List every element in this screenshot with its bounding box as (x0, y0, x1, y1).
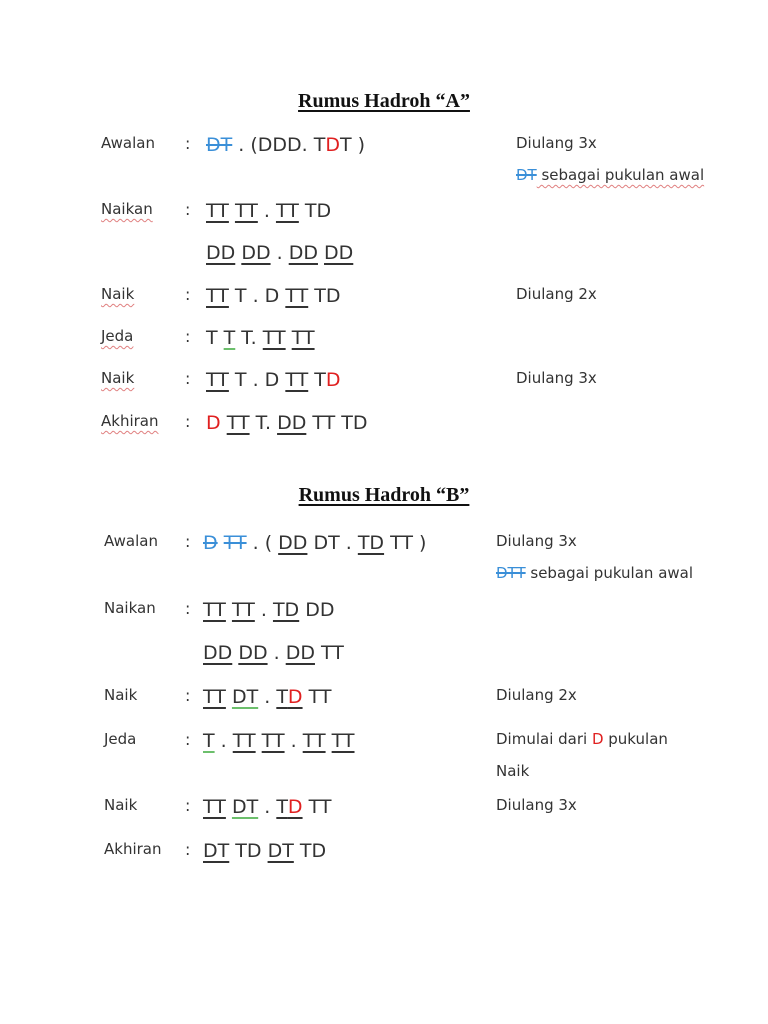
colon-naik-b-2: : (185, 796, 191, 815)
code-naikan-a-line2 (206, 242, 353, 264)
note-jeda-b (496, 730, 668, 748)
code-pair: TT (203, 686, 226, 708)
code-awalan-b (203, 532, 426, 554)
section-b-title: Rumus Hadroh “B” (298, 484, 470, 506)
label-naik-a-2: Naik (101, 369, 135, 387)
code-pair: DT (231, 686, 259, 708)
code-pair: DT (267, 840, 294, 862)
code-pair: DD (285, 642, 315, 664)
code-pair: DD (277, 412, 307, 434)
note-naik-b-1: Diulang 2x (496, 686, 577, 704)
code-part: TT (314, 642, 344, 664)
colon-jeda-b: : (185, 730, 191, 749)
code-part: T (203, 730, 215, 752)
code-part: T (276, 686, 288, 708)
code-jeda-a (206, 327, 315, 349)
code-pair: TT (226, 412, 250, 434)
code-part: TD (298, 200, 332, 222)
code-pair: DD (241, 242, 271, 264)
code-red-part: D (325, 369, 341, 391)
note-text: sebagai pukulan awal (525, 564, 694, 582)
code-part: . ( (246, 532, 279, 554)
code-pair: DD (324, 242, 354, 264)
code-part: TT TD (306, 412, 368, 434)
code-part: . (214, 730, 233, 752)
code-part: . (258, 686, 277, 708)
code-naik-a-1 (206, 285, 341, 307)
note-awalan-a: Diulang 3x (516, 134, 597, 152)
note-jeda-b-line2: Naik (496, 762, 530, 780)
section-a-title: Rumus Hadroh “A” (298, 90, 470, 112)
code-part: . (DDD. T (232, 134, 326, 156)
label-awalan-b: Awalan (104, 532, 158, 550)
code-naikan-b-line1 (203, 599, 335, 621)
code-pair: TT (331, 730, 355, 752)
code-red-part: D (287, 686, 303, 708)
code-pair: TT (206, 200, 229, 222)
code-pair: DD (238, 642, 268, 664)
code-pair: TT (291, 327, 315, 349)
label-naik-b-2: Naik (104, 796, 138, 814)
label-akhiran-a: Akhiran (101, 412, 159, 430)
code-pair: TT (203, 796, 226, 818)
code-part: TT (302, 686, 332, 708)
code-part: TD (229, 840, 268, 862)
label-akhiran-b: Akhiran (104, 840, 162, 858)
code-pair: DD (206, 242, 236, 264)
code-pair: DT (203, 840, 230, 862)
code-pair: DT (231, 796, 259, 818)
label-naik-b-1: Naik (104, 686, 138, 704)
note-red-text: D (591, 730, 604, 748)
code-part: TD (308, 285, 341, 307)
code-red-part: D (287, 796, 303, 818)
struck-code: DTT (496, 564, 526, 582)
code-akhiran-b (203, 840, 326, 862)
label-awalan-a: Awalan (101, 134, 155, 152)
note-naik-a-1: Diulang 2x (516, 285, 597, 303)
code-part: T (276, 796, 288, 818)
struck-code: DT (516, 166, 537, 184)
struck-code: TT (223, 532, 247, 554)
code-pair: TT (261, 730, 285, 752)
code-awalan-a (206, 134, 365, 156)
code-pair: TT (285, 369, 309, 391)
code-naikan-b-line2 (203, 642, 344, 664)
code-pair: TT (285, 285, 309, 307)
code-part: DD (299, 599, 335, 621)
code-part: T. (235, 327, 263, 349)
colon-jeda-a: : (185, 327, 191, 346)
note-naik-a-2: Diulang 3x (516, 369, 597, 387)
code-red-part: D (206, 412, 221, 434)
note-naik-b-2: Diulang 3x (496, 796, 577, 814)
note-text: Dimulai dari (496, 730, 592, 748)
code-part: T (206, 327, 224, 349)
note-text: pukulan (603, 730, 668, 748)
code-part: T . D (228, 369, 286, 391)
code-pair: DD (288, 242, 318, 264)
note2-awalan-b (496, 564, 693, 582)
note2-awalan-a (516, 166, 704, 184)
code-part: DT . (307, 532, 358, 554)
code-part: TT ) (384, 532, 427, 554)
code-naikan-a-line1 (206, 200, 331, 222)
code-part: T ) (340, 134, 366, 156)
note-text: sebagai pukulan awal (536, 166, 705, 184)
label-naikan-b: Naikan (104, 599, 156, 617)
struck-code: D (203, 532, 218, 554)
code-pair: TT (234, 200, 258, 222)
code-naik-b-2 (203, 796, 331, 818)
code-pair: TT (206, 369, 229, 391)
code-part: . (257, 200, 276, 222)
label-jeda-b: Jeda (104, 730, 137, 748)
code-part: . (270, 242, 289, 264)
code-part: T (308, 369, 326, 391)
code-pair: TT (302, 730, 326, 752)
code-part: . (254, 599, 273, 621)
code-part: TT (302, 796, 332, 818)
colon-akhiran-b: : (185, 840, 191, 859)
code-pair: TT (232, 730, 256, 752)
colon-naikan-b: : (185, 599, 191, 618)
code-part: T. (249, 412, 278, 434)
code-pair: TT (275, 200, 299, 222)
label-naik-a-1: Naik (101, 285, 135, 303)
colon-naik-b-1: : (185, 686, 191, 705)
note-awalan-b: Diulang 3x (496, 532, 577, 550)
colon-naikan-a: : (185, 200, 191, 219)
code-red-part: D (325, 134, 340, 156)
struck-code: DT (206, 134, 233, 156)
code-pair: DD (278, 532, 308, 554)
code-jeda-b (203, 730, 355, 752)
code-part: . (258, 796, 277, 818)
colon-awalan-a: : (185, 134, 191, 153)
code-pair: TT (231, 599, 255, 621)
label-jeda-a: Jeda (101, 327, 134, 345)
code-pair: TD (272, 599, 300, 621)
code-akhiran-a (206, 412, 368, 434)
code-pair: TT (262, 327, 286, 349)
code-part: . (284, 730, 303, 752)
code-pair: TT (206, 285, 229, 307)
label-naikan-a: Naikan (101, 200, 153, 218)
code-naik-a-2 (206, 369, 341, 391)
code-pair: TT (203, 599, 226, 621)
colon-akhiran-a: : (185, 412, 191, 431)
code-naik-b-1 (203, 686, 331, 708)
code-part: T (223, 327, 236, 349)
code-part: . (267, 642, 286, 664)
code-part: T . D (228, 285, 286, 307)
code-pair: TD (357, 532, 385, 554)
colon-naik-a-2: : (185, 369, 191, 388)
code-pair: DD (203, 642, 233, 664)
colon-awalan-b: : (185, 532, 191, 551)
code-part: TD (293, 840, 327, 862)
colon-naik-a-1: : (185, 285, 191, 304)
